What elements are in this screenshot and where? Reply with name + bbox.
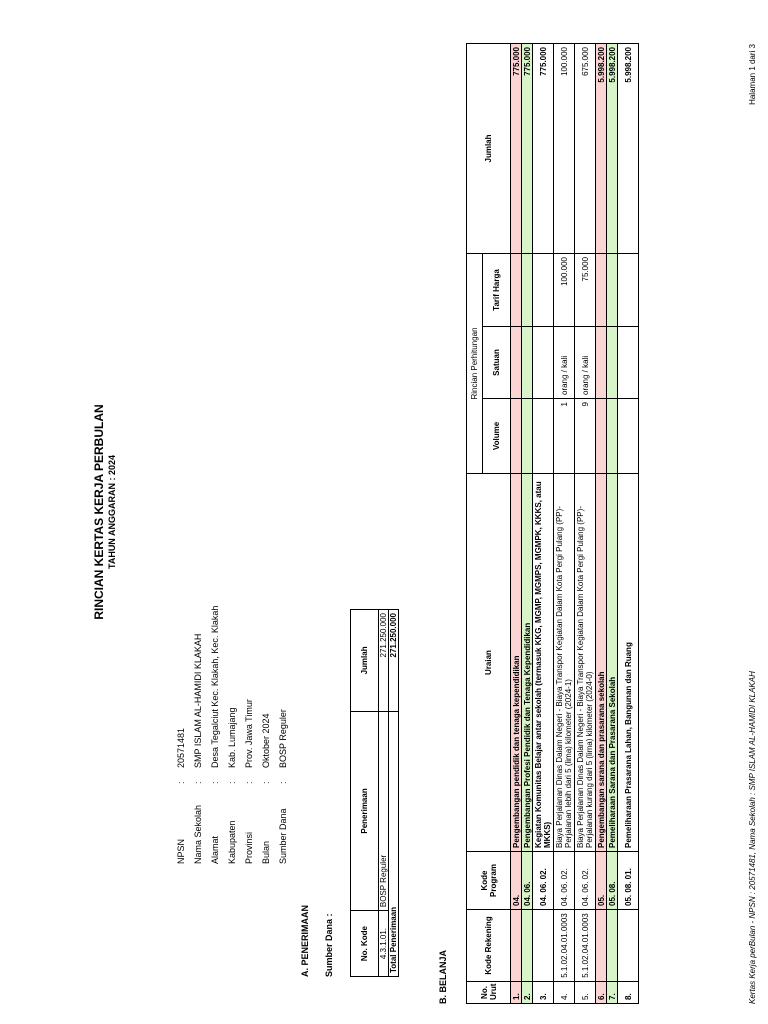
row-jumlah: 100.000 <box>554 43 575 253</box>
header-uraian: Uraian <box>467 474 511 852</box>
info-value: SMP ISLAM AL-HAMIDI KLAKAH <box>193 633 203 768</box>
row-volume <box>618 399 639 474</box>
header-no-urut: No. Urut <box>467 982 511 1004</box>
row-kode-rekening <box>511 910 522 982</box>
penerimaan-header-row <box>351 610 379 977</box>
table-row <box>522 43 533 1003</box>
row-kode-rekening <box>618 910 639 982</box>
row-tarif <box>511 253 522 326</box>
row-uraian: Pengembangan pendidik dan tenaga kependidikan <box>511 474 522 852</box>
row-tarif <box>533 253 554 326</box>
row-kode-program: 04. <box>511 852 522 910</box>
table-row <box>607 43 618 1003</box>
row-kode-program: 04. 06. 02. <box>575 852 596 910</box>
info-colon: : <box>227 781 237 784</box>
row-satuan <box>607 327 618 399</box>
row-jumlah: 775.000 <box>511 43 522 253</box>
info-row <box>258 713 274 864</box>
row-jumlah: 5.998.200 <box>618 43 639 253</box>
row-volume <box>511 399 522 474</box>
info-row <box>207 606 223 864</box>
row-no: 1. <box>511 982 522 1004</box>
row-no: 4. <box>554 982 575 1004</box>
row-tarif <box>618 253 639 326</box>
info-value: Oktober 2024 <box>261 713 271 768</box>
row-volume: 1 <box>554 399 575 474</box>
row-no: 8. <box>618 982 639 1004</box>
info-label: Nama Sekolah <box>193 804 203 864</box>
header-jumlah: Jumlah <box>467 43 511 253</box>
header-jumlah: Jumlah <box>351 610 379 712</box>
info-value: Prov. Jawa Timur <box>244 699 254 768</box>
info-value: BOSP Reguler <box>278 709 288 768</box>
row-kode-rekening: 5.1.02.04.01.0003 <box>554 910 575 982</box>
row-uraian: Pemeliharaan Sarana dan Prasarana Sekolah <box>607 474 618 852</box>
row-kode-rekening <box>533 910 554 982</box>
row-volume <box>607 399 618 474</box>
header-satuan: Satuan <box>483 327 511 399</box>
info-label: NPSN <box>176 838 186 864</box>
info-row <box>275 709 291 864</box>
page-subtitle: TAHUN ANGGARAN : 2024 <box>107 455 117 570</box>
row-no: 7. <box>607 982 618 1004</box>
table-row <box>618 43 639 1003</box>
footer-page-number: Halaman 1 dari 3 <box>748 44 757 105</box>
row-kode-program: 04. 06. 02. <box>533 852 554 910</box>
row-kode-program: 04. 06. 02. <box>554 852 575 910</box>
penerimaan-total-row <box>389 610 399 977</box>
row-satuan <box>618 327 639 399</box>
row-satuan: orang / kali <box>575 327 596 399</box>
row-no: 5. <box>575 982 596 1004</box>
info-value: Desa Tegalciut Kec. Klakah, Kec. Klakah <box>210 605 220 768</box>
info-label: Alamat <box>210 835 220 864</box>
header-no-kode: No. Kode <box>351 911 379 977</box>
row-volume <box>596 399 607 474</box>
info-label: Bulan <box>261 840 271 864</box>
sumber-dana-label: Sumber Dana : <box>324 913 334 977</box>
row-satuan <box>533 327 554 399</box>
row-satuan: orang / kali <box>554 327 575 399</box>
row-kode-rekening: 5.1.02.04.01.0003 <box>575 910 596 982</box>
row-kode-rekening <box>522 910 533 982</box>
row-jumlah: 675.000 <box>575 43 596 253</box>
row-volume: 9 <box>575 399 596 474</box>
row-satuan <box>596 327 607 399</box>
row-jumlah: 5.998.200 <box>607 43 618 253</box>
penerimaan-table <box>350 609 399 977</box>
table-row <box>554 43 575 1003</box>
row-satuan <box>522 327 533 399</box>
header-volume: Volume <box>483 399 511 474</box>
table-row <box>575 43 596 1003</box>
table-row <box>379 610 389 977</box>
row-volume <box>533 399 554 474</box>
row-jumlah: 5.998.200 <box>596 43 607 253</box>
header-tarif: Tarif Harga <box>483 253 511 326</box>
row-jumlah: 775.000 <box>522 43 533 253</box>
info-label: Provinsi <box>244 831 254 864</box>
row-kode-program: 04. 06. <box>522 852 533 910</box>
row-tarif <box>596 253 607 326</box>
header-kode-rekening: Kode Rekening <box>467 910 511 982</box>
row-satuan <box>511 327 522 399</box>
row-no: 6. <box>596 982 607 1004</box>
info-value: Kab. Lumajang <box>227 707 237 768</box>
penerimaan-kode: 4.3.1.01. <box>379 911 389 977</box>
info-row <box>241 699 257 864</box>
row-tarif: 75.000 <box>575 253 596 326</box>
row-volume <box>522 399 533 474</box>
row-no: 2. <box>522 982 533 1004</box>
row-kode-program: 05. 08. 01. <box>618 852 639 910</box>
info-colon: : <box>244 781 254 784</box>
info-colon: : <box>210 781 220 784</box>
row-kode-program: 05. <box>596 852 607 910</box>
row-uraian: Kegiatan Komunitas Belajar antar sekolah (termasuk KKG, MGMP, MGMPS, MGMPK, KKKS, atau MKKS) <box>533 474 554 852</box>
footer-left: Kertas Kerja perBulan - NPSN : 20571481, Nama Sekolah : SMP ISLAM AL-HAMIDI KLAKAH <box>748 671 757 1004</box>
row-tarif: 100.000 <box>554 253 575 326</box>
info-row <box>224 707 240 864</box>
row-uraian: Pemeliharaan Prasarana Lahan, Bangunan dan Ruang <box>618 474 639 852</box>
info-value: 20571481 <box>176 727 186 768</box>
row-uraian: Pengembangan sarana dan prasarana sekolah <box>596 474 607 852</box>
info-colon: : <box>193 781 203 784</box>
info-colon: : <box>278 781 288 784</box>
row-kode-rekening <box>596 910 607 982</box>
total-penerimaan-value: 271.250.000 <box>389 610 399 712</box>
row-uraian: Biaya Perjalanan Dinas Dalam Negeri - Biaya Transpor Kegiatan Dalam Kota Pergi Pulang (PP)-Perjalanan kurang dari 5 (lima) kilometer (2024-0) <box>575 474 596 852</box>
row-kode-rekening <box>607 910 618 982</box>
section-belanja-heading: B. BELANJA <box>438 949 448 1004</box>
row-jumlah: 775.000 <box>533 43 554 253</box>
header-rincian: Rincian Perhitungan <box>467 253 483 473</box>
info-label: Sumber Dana <box>278 808 288 864</box>
row-uraian: Pengembangan Profesi Pendidik dan Tenaga Kependidikan <box>522 474 533 852</box>
penerimaan-jumlah: 271.250.000 <box>379 610 389 712</box>
total-penerimaan-label: Total Penerimaan <box>389 711 399 976</box>
info-colon: : <box>176 781 186 784</box>
table-row <box>596 43 607 1003</box>
header-penerimaan: Penerimaan <box>351 711 379 910</box>
row-kode-program: 05. 08. <box>607 852 618 910</box>
belanja-body <box>511 43 639 1003</box>
info-row <box>173 728 189 864</box>
table-row <box>511 43 522 1003</box>
penerimaan-name: BOSP Reguler <box>379 711 389 910</box>
section-penerimaan-heading: A. PENERIMAAN <box>300 904 310 977</box>
info-label: Kabupaten <box>227 820 237 864</box>
page-title: RINCIAN KERTAS KERJA PERBULAN <box>92 404 106 620</box>
row-tarif <box>607 253 618 326</box>
row-tarif <box>522 253 533 326</box>
info-row <box>190 634 206 864</box>
row-uraian: Biaya Perjalanan Dinas Dalam Negeri - Biaya Transpor Kegiatan Dalam Kota Pergi Pulang (PP)-Perjalanan lebih dari 5 (lima) kilometer (2024-1) <box>554 474 575 852</box>
header-kode-program: Kode Program <box>467 852 511 910</box>
table-row <box>533 43 554 1003</box>
row-no: 3. <box>533 982 554 1004</box>
belanja-header-row-1 <box>467 43 483 1003</box>
belanja-table <box>466 43 639 1004</box>
info-colon: : <box>261 781 271 784</box>
